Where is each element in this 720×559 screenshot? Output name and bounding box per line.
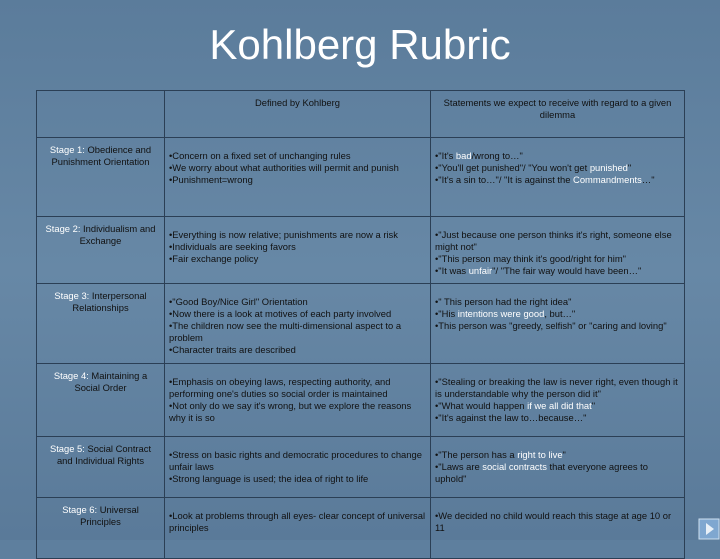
header-cell-empty bbox=[37, 91, 165, 138]
definition-cell bbox=[165, 217, 431, 284]
stage-number: Stage 4: bbox=[53, 370, 89, 381]
statement-item: • "His intentions were good, but…" bbox=[435, 308, 680, 320]
definition-item: • Not only do we say it's wrong, but we explore the reasons why it is so bbox=[169, 400, 426, 424]
table-row bbox=[37, 217, 685, 284]
definition-item: • Individuals are seeking favors bbox=[169, 241, 426, 253]
header-cell-statements: Statements we expect to receive with regard to a given dilemma bbox=[431, 91, 685, 138]
stage-name: Maintaining a Social Order bbox=[74, 370, 148, 393]
stage-number: Stage 5: bbox=[49, 443, 85, 454]
highlight-text: social contracts bbox=[482, 461, 547, 472]
statement-cell bbox=[431, 364, 685, 437]
slide-title: Kohlberg Rubric bbox=[209, 21, 511, 68]
statement-item: • "It's against the law to…because…" bbox=[435, 412, 680, 424]
definition-cell bbox=[165, 364, 431, 437]
rubric-table bbox=[36, 90, 685, 559]
definition-item: • Fair exchange policy bbox=[169, 253, 426, 265]
statement-item: • "Just because one person thinks it's right, someone else might not" bbox=[435, 229, 680, 253]
statement-cell bbox=[431, 437, 685, 498]
statement-item: • " This person had the right idea" bbox=[435, 296, 680, 308]
stage-cell bbox=[37, 437, 165, 498]
highlight-text: if we all did that bbox=[527, 400, 592, 411]
statement-item: • "The person has a right to live" bbox=[435, 449, 680, 461]
definition-item: • Emphasis on obeying laws, respecting authority, and performing one's duties so social order is maintained bbox=[169, 376, 426, 400]
stage-number: Stage 3: bbox=[54, 290, 90, 301]
definition-cell bbox=[165, 498, 431, 559]
statement-cell bbox=[431, 284, 685, 364]
table-row bbox=[37, 364, 685, 437]
statement-cell bbox=[431, 498, 685, 559]
definition-cell bbox=[165, 284, 431, 364]
stage-number: Stage 6: bbox=[62, 504, 98, 515]
definition-item: • "Good Boy/Nice Girl" Orientation bbox=[169, 296, 426, 308]
highlight-text: Commandments bbox=[573, 174, 642, 185]
highlight-text: bad bbox=[455, 150, 472, 161]
stage-number: Stage 1: bbox=[49, 144, 85, 155]
stage-cell bbox=[37, 217, 165, 284]
header-row bbox=[37, 91, 685, 138]
definition-item: • Stress on basic rights and democratic procedures to change unfair laws bbox=[169, 449, 426, 473]
table-row bbox=[37, 498, 685, 559]
statement-cell bbox=[431, 217, 685, 284]
statement-item: • This person was "greedy, selfish" or "caring and loving" bbox=[435, 320, 680, 332]
definition-item: • Now there is a look at motives of each party involved bbox=[169, 308, 426, 320]
highlight-text: intentions were good bbox=[457, 308, 545, 319]
statement-item: • "It's bad/wrong to…" bbox=[435, 150, 680, 162]
definition-item: • We worry about what authorities will permit and punish bbox=[169, 162, 426, 174]
definition-item: • Concern on a fixed set of unchanging rules bbox=[169, 150, 426, 162]
stage-cell bbox=[37, 138, 165, 217]
table-row bbox=[37, 437, 685, 498]
statement-item: • "Laws are social contracts that everyone agrees to uphold" bbox=[435, 461, 680, 485]
statement-item: • "It's a sin to…"/ "It is against the Commandments…" bbox=[435, 174, 680, 186]
stage-cell bbox=[37, 284, 165, 364]
table-row bbox=[37, 138, 685, 217]
statement-cell bbox=[431, 138, 685, 217]
highlight-text: right to live bbox=[517, 449, 563, 460]
statement-item: • "Stealing or breaking the law is never right, even though it is understandable why the person did it" bbox=[435, 376, 680, 400]
stage-name: Universal Principles bbox=[80, 504, 139, 527]
stage-cell bbox=[37, 364, 165, 437]
definition-item: • Everything is now relative; punishments are now a risk bbox=[169, 229, 426, 241]
stage-number: Stage 2: bbox=[45, 223, 81, 234]
statement-item: • "You'll get punished"/ "You won't get punished" bbox=[435, 162, 680, 174]
statement-item: • We decided no child would reach this stage at age 10 or 11 bbox=[435, 510, 680, 534]
highlight-text: unfair bbox=[468, 265, 493, 276]
stage-name: Interpersonal Relationships bbox=[72, 290, 147, 313]
stage-name: Social Contract and Individual Rights bbox=[56, 443, 152, 466]
table-row bbox=[37, 284, 685, 364]
header-cell-defined: Defined by Kohlberg bbox=[165, 91, 431, 138]
stage-cell bbox=[37, 498, 165, 559]
statement-item: • "What would happen if we all did that" bbox=[435, 400, 680, 412]
definition-item: • The children now see the multi-dimensional aspect to a problem bbox=[169, 320, 426, 344]
definition-cell bbox=[165, 138, 431, 217]
definition-cell bbox=[165, 437, 431, 498]
definition-item: • Look at problems through all eyes- clear concept of universal principles bbox=[169, 510, 426, 534]
highlight-text: punished bbox=[589, 162, 628, 173]
statement-item: • "It was unfair"/ "The fair way would have been…" bbox=[435, 265, 680, 277]
statement-item: • "This person may think it's good/right for him" bbox=[435, 253, 680, 265]
definition-item: • Character traits are described bbox=[169, 344, 426, 356]
definition-item: • Strong language is used; the idea of right to life bbox=[169, 473, 426, 485]
slide-navigation-icon[interactable] bbox=[698, 518, 720, 540]
stage-name: Individualism and Exchange bbox=[79, 223, 156, 246]
definition-item: • Punishment=wrong bbox=[169, 174, 426, 186]
stage-name: Obedience and Punishment Orientation bbox=[51, 144, 152, 167]
